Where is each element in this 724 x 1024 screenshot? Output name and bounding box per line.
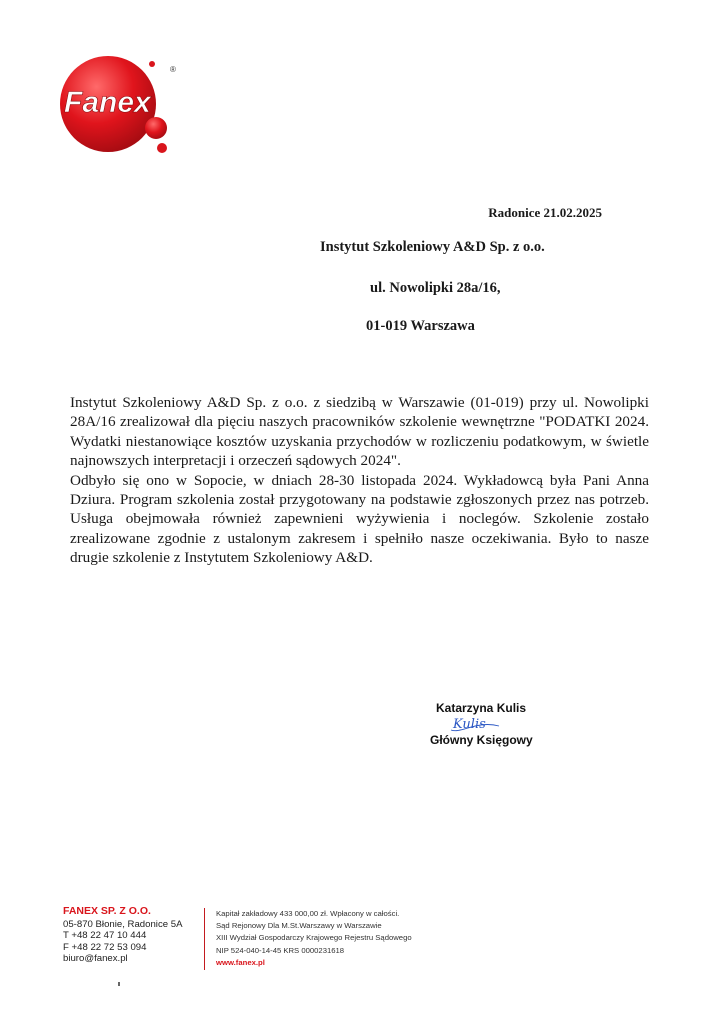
signatory-name: Katarzyna Kulis — [436, 701, 527, 715]
footer-website-link[interactable]: www.fanex.pl — [216, 957, 265, 967]
paragraph-training: Instytut Szkoleniowy A&D Sp. z o.o. z siedzibą w Warszawie (01-019) przy ul. Nowolipki 28A/16 zrealizował dla pięciu naszych pracowników szkolenie wewnętrzne "PODATKI 2024. Wydatki niestanowiące kosztów uzyskania przychodów w rozliczeniu podatkowym, w świetle najnowszych interpretacji i orzeczeń sądowych 2024". — [70, 394, 649, 470]
letter-body — [70, 393, 649, 568]
recipient-street: ul. Nowolipki 28a/16, — [370, 280, 501, 296]
recipient-name: Instytut Szkoleniowy A&D Sp. z o.o. — [320, 239, 545, 255]
letter-date: Radonice 21.02.2025 — [488, 205, 602, 220]
footer-email[interactable]: biuro@fanex.pl — [63, 953, 128, 964]
legal-court: Sąd Rejonowy Dla M.St.Warszawy w Warszawie — [216, 921, 382, 931]
footer-address: 05-870 Błonie, Radonice 5A — [63, 918, 183, 930]
recipient-city: 01-019 Warszawa — [366, 318, 475, 334]
footer-divider — [204, 908, 205, 970]
logo-registered-mark: ® — [170, 65, 176, 74]
footer-phone: T +48 22 47 10 444 — [63, 930, 147, 941]
paragraph-details: Odbyło się ono w Sopocie, w dniach 28-30 listopada 2024. Wykładowcą była Pani Anna Dziura. Program szkolenia został przygotowany na podstawie zgłoszonych przez nas potrzeb. Usługa obejmowała również zapewnieni wyżywienia i noclegów. Szkolenie zostało zrealizowane zgodnie z ustalonym zakresem i spełniło nasze oczekiwania. Było to nasze drugie szkolenie z Instytutem Szkoleniowy A&D. — [70, 471, 649, 567]
legal-division: XIII Wydział Gospodarczy Krajowego Rejestru Sądowego — [216, 933, 412, 943]
fanex-logo — [56, 52, 186, 156]
scan-speck — [118, 982, 120, 986]
logo-droplet-tiny — [149, 61, 155, 67]
footer-legal — [216, 908, 412, 969]
logo-droplet-small — [157, 143, 167, 153]
logo-droplet-large — [145, 117, 167, 139]
logo-wordmark: Fanex — [64, 86, 151, 119]
footer-fax: F +48 22 72 53 094 — [63, 941, 147, 953]
svg-text:Kulis: Kulis — [453, 717, 486, 732]
footer-company: FANEX SP. Z O.O. — [63, 905, 151, 917]
footer-contact — [63, 906, 182, 965]
signatory-title: Główny Księgowy — [430, 733, 533, 747]
legal-capital: Kapitał zakładowy 433 000,00 zł. Wpłacony w całości. — [216, 909, 400, 918]
legal-tax-ids: NIP 524-040-14-45 KRS 0000231618 — [216, 945, 345, 955]
